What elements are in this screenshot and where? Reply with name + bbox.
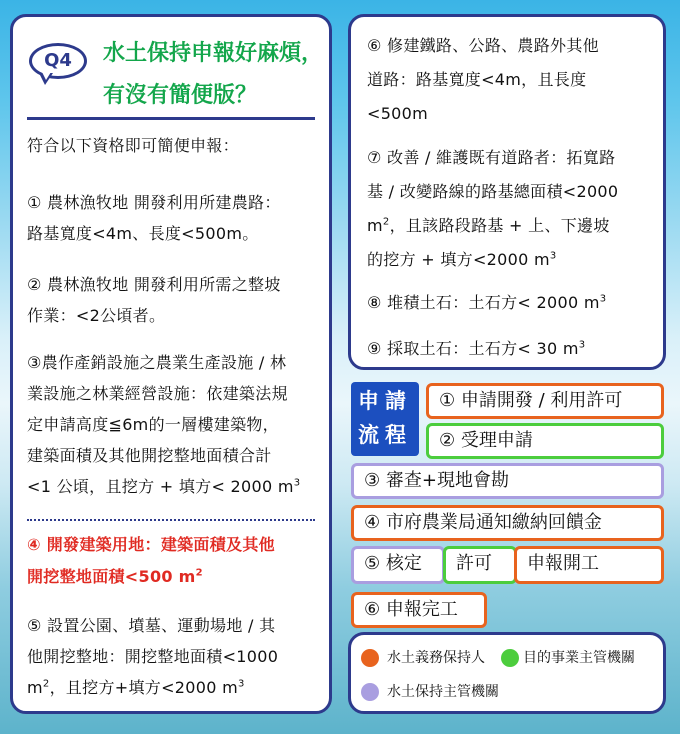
criteria-item-2: ② 農林漁牧地 開發利用所需之整坡 作業：<2公頃者。 (27, 275, 281, 325)
flow-step-1: ① 申請開發 / 利用許可 (426, 383, 664, 419)
criteria-item-7-text: ⑦ 改善 / 維護既有道路者：拓寬路 基 / 改變路線的路基總面積<2000 m (367, 148, 619, 235)
q4-badge (29, 43, 87, 85)
flow-step-2: ② 受理申請 (426, 423, 664, 459)
legend-item-obligor: 水土義務保持人 (387, 650, 485, 666)
criteria-item-7-end: 的挖方 + 填方<2000 m (367, 250, 550, 269)
superscript-3: 3 (578, 339, 586, 351)
legend-item-authority: 目的事業主管機關 (523, 650, 635, 666)
criteria-item-3-text: ③農作產銷設施之農業生產設施 / 林 業設施之林業經營設施：依建築法規 定申請高度≦6m的一層樓建築物， 建築面積及其他開挖整地面積合計 <1 公頃，且挖方 + 填方< 2000 m (27, 353, 294, 496)
criteria-item-8-text: ⑧ 堆積土石：土石方< 2000 m (367, 293, 600, 312)
criteria-item-7-mid: ，且該路段路基 + 上、下邊坡 (389, 216, 610, 235)
qualification-panel (10, 14, 332, 714)
criteria-item-9 (367, 333, 585, 364)
purple-dot-icon (361, 683, 379, 701)
criteria-item-3 (27, 347, 327, 502)
flow-step-3: ③ 審查+現地會勘 (351, 463, 664, 499)
question-title: 水土保持申報好麻煩， 有沒有簡便版？ (103, 41, 324, 108)
criteria-item-9-text: ⑨ 採取土石：土石方< 30 m (367, 339, 579, 358)
superscript-2: 2 (42, 678, 50, 690)
flow-heading: 申請 流程 (351, 382, 419, 456)
criteria-item-4-text: ④ 開發建築用地：建築面積及其他 開挖整地面積<500 m (27, 535, 275, 586)
title-divider (27, 117, 315, 120)
criteria-item-5-tail: ，且挖方+填方<2000 m (49, 678, 238, 697)
orange-dot-icon (361, 649, 379, 667)
flow-step-5-approval: ⑤ 核定 (351, 546, 445, 584)
intro-text: 符合以下資格即可簡便申報： (27, 136, 239, 155)
superscript-3: 3 (293, 477, 301, 489)
criteria-item-1: ① 農林漁牧地 開發利用所建農路： 路基寬度<4m、長度<500m。 (27, 193, 281, 243)
superscript-2: 2 (382, 216, 390, 228)
superscript-3: 3 (599, 293, 607, 305)
flow-step-4: ④ 市府農業局通知繳納回饋金 (351, 505, 664, 541)
criteria-item-7 (367, 141, 659, 277)
legend-item-conservation-authority: 水土保持主管機關 (387, 684, 499, 700)
criteria-item-6: ⑥ 修建鐵路、公路、農路外其他 道路：路基寬度<4m，且長度 <500m (367, 36, 599, 123)
superscript-2: 2 (195, 567, 203, 579)
q4-badge-label: Q4 (29, 43, 87, 79)
flow-step-5-permit: 許可 (443, 546, 517, 584)
flow-step-5-start: 申報開工 (514, 546, 664, 584)
legend-panel (348, 632, 666, 714)
criteria-item-8 (367, 287, 606, 318)
criteria-item-5-text: ⑤ 設置公園、墳墓、運動場地 / 其 他開挖整地：開挖整地面積<1000 m (27, 616, 279, 697)
more-criteria-panel (348, 14, 666, 370)
criteria-item-5 (27, 610, 327, 703)
criteria-item-4 (27, 529, 327, 593)
flow-step-6: ⑥ 申報完工 (351, 592, 487, 628)
green-dot-icon (501, 649, 519, 667)
dotted-divider (27, 519, 315, 521)
superscript-3: 3 (549, 250, 557, 262)
superscript-3: 3 (237, 678, 245, 690)
